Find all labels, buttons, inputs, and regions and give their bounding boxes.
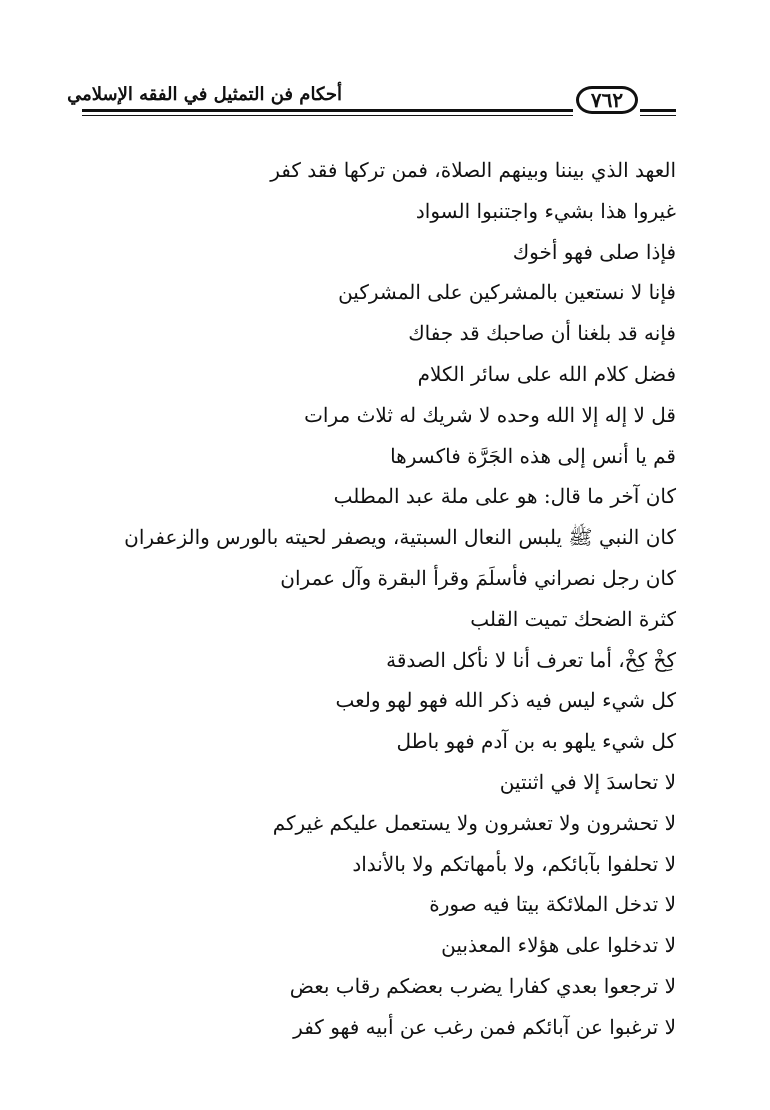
list-item: كثرة الضحك تميت القلب — [470, 606, 676, 631]
header-rule-thin — [82, 115, 573, 116]
list-item: فإنا لا نستعين بالمشركين على المشركين — [338, 280, 676, 305]
list-item: لا تحاسدَ إلا في اثنتين — [499, 769, 676, 794]
list-item: لا تحشرون ولا تعشرون ولا يستعمل عليكم غيركم — [272, 810, 676, 835]
page-header — [67, 80, 676, 128]
list-item: كل شيء ليس فيه ذكر الله فهو لهو ولعب — [335, 688, 676, 713]
list-item: كان آخر ما قال: هو على ملة عبد المطلب — [333, 484, 676, 509]
list-item: كِخْ كِخْ، أما تعرف أنا لا نأكل الصدقة — [386, 647, 676, 672]
list-item: فإذا صلى فهو أخوك — [512, 239, 676, 264]
header-rule-thin-right — [640, 115, 676, 116]
hadith-index-list — [116, 150, 676, 1048]
list-item: لا تدخلوا على هؤلاء المعذبين — [441, 933, 676, 958]
list-item: غيروا هذا بشيء واجتنبوا السواد — [415, 198, 676, 223]
list-item: العهد الذي بيننا وبينهم الصلاة، فمن تركها فقد كفر — [270, 158, 676, 182]
list-item: لا تدخل الملائكة بيتا فيه صورة — [429, 892, 676, 917]
page-number: ٧٦٢ — [576, 86, 638, 114]
header-rule-thick — [82, 109, 573, 112]
list-item: قل لا إله إلا الله وحده لا شريك له ثلاث مرات — [304, 402, 676, 427]
list-item: قم يا أنس إلى هذه الجَرَّة فاكسرها — [390, 443, 676, 468]
list-item: لا تحلفوا بآبائكم، ولا بأمهاتكم ولا بالأنداد — [352, 851, 676, 876]
list-item: كل شيء يلهو به بن آدم فهو باطل — [396, 729, 676, 754]
list-item: فإنه قد بلغنا أن صاحبك قد جفاك — [408, 321, 676, 346]
list-item: كان النبي ﷺ يلبس النعال السبتية، ويصفر لحيته بالورس والزعفران — [124, 525, 676, 550]
header-rule-thick-right — [640, 109, 676, 112]
list-item: كان رجل نصراني فأسلَمَ وقرأ البقرة وآل عمران — [280, 565, 676, 590]
list-item: لا ترجعوا بعدي كفارا يضرب بعضكم رقاب بعض — [289, 973, 676, 998]
list-item: فضل كلام الله على سائر الكلام — [417, 361, 676, 386]
list-item: لا ترغبوا عن آبائكم فمن رغب عن أبيه فهو كفر — [293, 1014, 676, 1039]
running-title: أحكام فن التمثيل في الفقه الإسلامي — [67, 84, 342, 105]
